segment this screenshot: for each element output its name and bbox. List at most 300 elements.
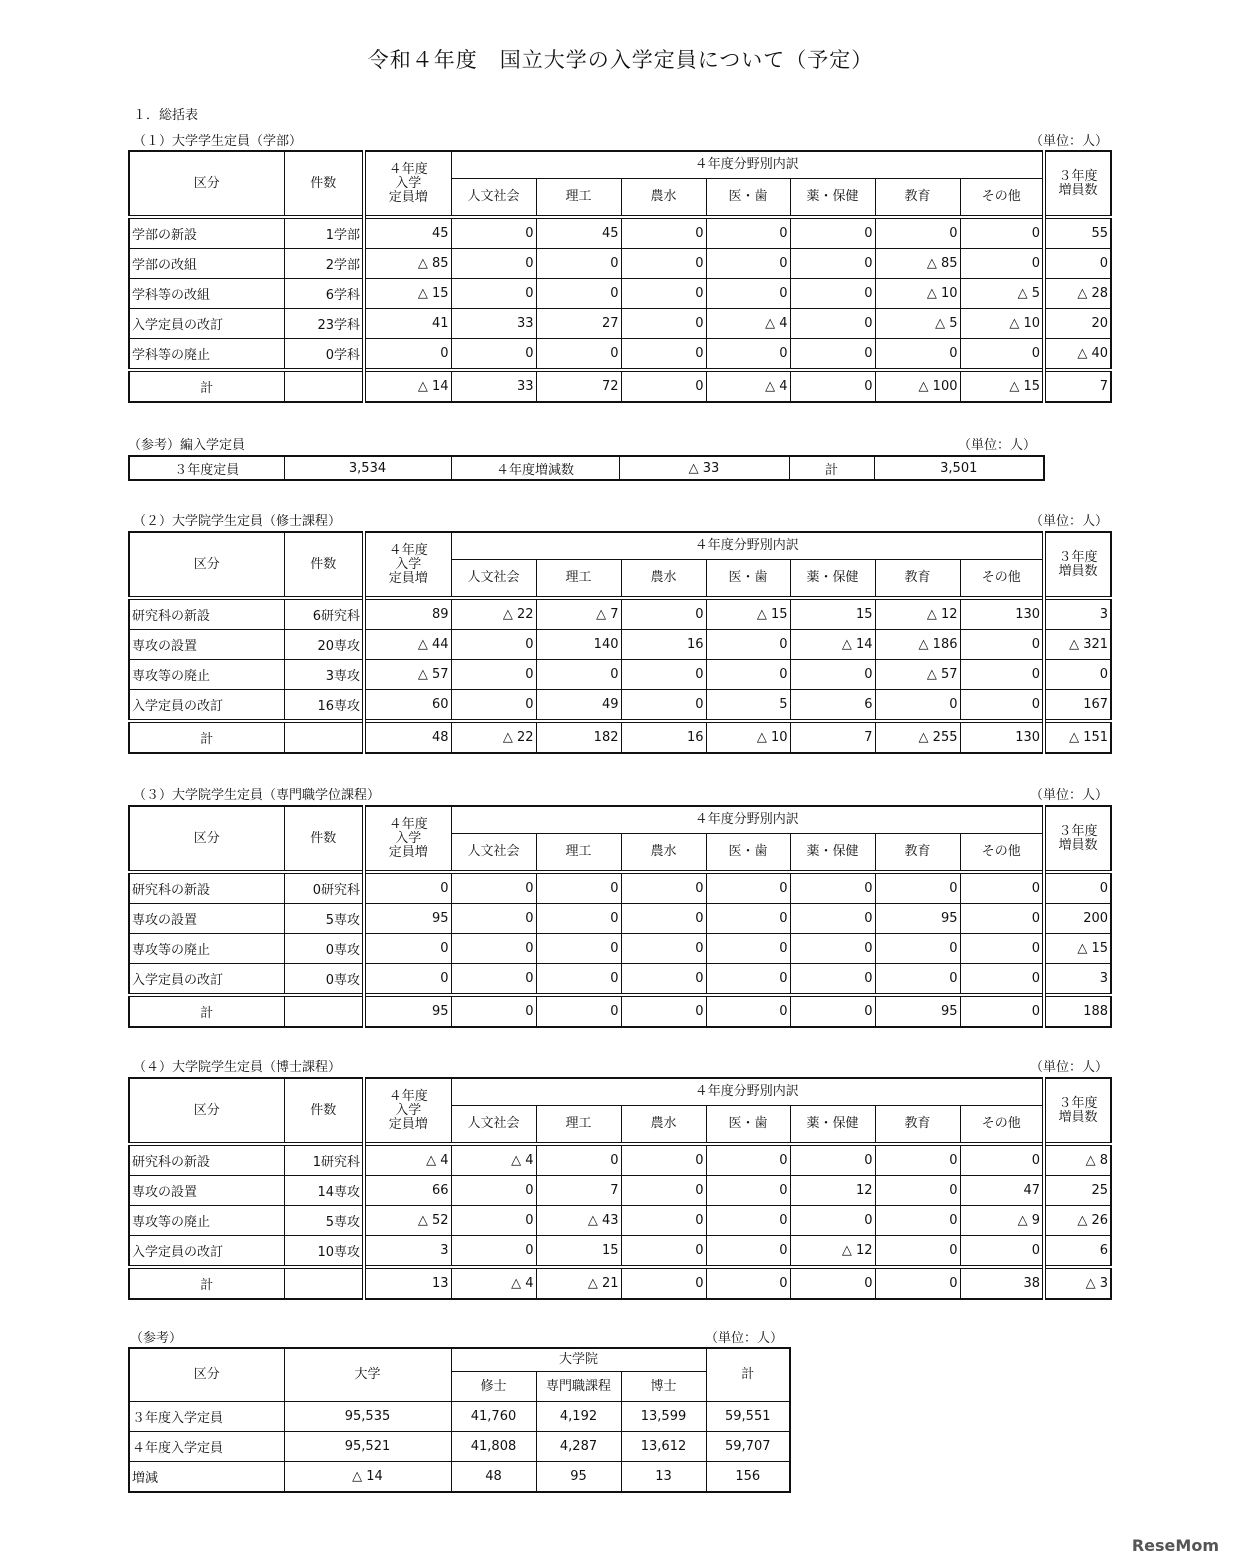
table-row	[129, 660, 1111, 690]
header-field: 農水	[621, 834, 706, 873]
header-field: 薬・保健	[790, 179, 875, 218]
value-cell: 0	[706, 1176, 790, 1206]
header-category: 区分	[129, 532, 284, 598]
header-prev	[1044, 1078, 1111, 1144]
row-count: 23学科	[284, 309, 364, 339]
header-field: 教育	[875, 560, 960, 599]
value-cell: 0	[451, 872, 536, 904]
table-row	[129, 630, 1111, 660]
value-cell: 0	[621, 1236, 706, 1268]
value-cell: △ 10	[706, 721, 790, 753]
value-cell: 0	[536, 339, 621, 371]
value-cell: 0	[875, 1144, 960, 1176]
value-cell: 16	[621, 630, 706, 660]
header-field: 農水	[621, 560, 706, 599]
value-cell: 0	[790, 370, 875, 402]
value-cell: 0	[451, 690, 536, 722]
value-cell: 59,551	[706, 1402, 790, 1432]
value-cell: 0	[364, 872, 451, 904]
value-cell: △ 8	[1044, 1144, 1111, 1176]
row-label: 入学定員の改訂	[129, 964, 284, 996]
value-cell: 3	[1044, 598, 1111, 630]
value-cell: 188	[1044, 995, 1111, 1027]
row-label: 計	[129, 995, 284, 1027]
value-cell: 4,192	[536, 1402, 621, 1432]
header-increase-line: ４年度	[388, 161, 428, 177]
value-cell: 0	[875, 934, 960, 964]
value-cell: 0	[875, 964, 960, 996]
value-cell: 0	[875, 217, 960, 249]
header-count: 件数	[284, 806, 364, 872]
value-cell: 0	[706, 904, 790, 934]
table-row	[129, 1176, 1111, 1206]
value-cell: △ 10	[875, 279, 960, 309]
value-cell: 0	[536, 964, 621, 996]
value-cell: 7	[790, 721, 875, 753]
value-cell: △ 22	[451, 598, 536, 630]
reference-row	[129, 1432, 790, 1462]
header-field: その他	[960, 1106, 1044, 1145]
row-count: 14専攻	[284, 1176, 364, 1206]
value-cell: 0	[790, 339, 875, 371]
resemom-logo: ReseMom	[1131, 1536, 1219, 1555]
value-cell: 0	[451, 904, 536, 934]
row-count: 1学部	[284, 217, 364, 249]
value-cell: 0	[1044, 872, 1111, 904]
header-field: 農水	[621, 179, 706, 218]
value-cell: 0	[621, 964, 706, 996]
value-cell: 0	[621, 370, 706, 402]
ref-header-master: 修士	[451, 1372, 536, 1402]
header-field: 医・歯	[706, 834, 790, 873]
value-cell: △ 14	[364, 370, 451, 402]
value-cell: △ 5	[960, 279, 1044, 309]
table-row	[129, 217, 1111, 249]
value-cell: 45	[536, 217, 621, 249]
value-cell: 0	[706, 279, 790, 309]
value-cell: 156	[706, 1462, 790, 1493]
reference-table	[128, 1347, 791, 1493]
row-label: 入学定員の改訂	[129, 1236, 284, 1268]
row-count: 10専攻	[284, 1236, 364, 1268]
value-cell: △ 15	[364, 279, 451, 309]
row-label: 専攻等の廃止	[129, 1206, 284, 1236]
value-cell: 66	[364, 1176, 451, 1206]
value-cell: 60	[364, 690, 451, 722]
value-cell: 0	[706, 995, 790, 1027]
value-cell: 0	[875, 1176, 960, 1206]
value-cell: 0	[790, 309, 875, 339]
value-cell: 49	[536, 690, 621, 722]
value-cell: 0	[1044, 660, 1111, 690]
header-field: 理工	[536, 1106, 621, 1145]
value-cell: △ 9	[960, 1206, 1044, 1236]
value-cell: 95	[364, 995, 451, 1027]
value-cell: 0	[621, 1144, 706, 1176]
value-cell: △ 52	[364, 1206, 451, 1236]
value-cell: △ 14	[790, 630, 875, 660]
header-increase-line: 入学	[395, 175, 422, 191]
value-cell: △ 4	[364, 1144, 451, 1176]
header-field: 人文社会	[451, 179, 536, 218]
value-cell: 0	[451, 1176, 536, 1206]
value-cell: 0	[790, 1267, 875, 1299]
value-cell: 5	[706, 690, 790, 722]
value-cell: 0	[621, 249, 706, 279]
value-cell: 0	[960, 1144, 1044, 1176]
value-cell: 0	[536, 872, 621, 904]
value-cell: 0	[1044, 249, 1111, 279]
value-cell: 41,808	[451, 1432, 536, 1462]
header-prev-line: ３年度	[1058, 1095, 1098, 1111]
value-cell: △ 28	[1044, 279, 1111, 309]
value-cell: △ 151	[1044, 721, 1111, 753]
header-increase	[364, 806, 451, 872]
value-cell: 48	[364, 721, 451, 753]
value-cell: 0	[960, 217, 1044, 249]
header-field: 理工	[536, 560, 621, 599]
value-cell: 0	[621, 995, 706, 1027]
capacity-table	[128, 805, 1112, 1028]
value-cell: 0	[706, 964, 790, 996]
value-cell: 15	[790, 598, 875, 630]
value-cell: △ 21	[536, 1267, 621, 1299]
value-cell: 95	[875, 995, 960, 1027]
value-cell: 0	[364, 964, 451, 996]
value-cell: 0	[875, 1267, 960, 1299]
header-field: 薬・保健	[790, 560, 875, 599]
transfer-label: ３年度定員	[129, 456, 284, 480]
header-field: 理工	[536, 179, 621, 218]
header-prev-line: 増員数	[1058, 837, 1098, 853]
header-increase-line: 定員増	[388, 1116, 428, 1132]
row-count	[284, 721, 364, 753]
value-cell: 0	[451, 279, 536, 309]
header-prev-line: 増員数	[1058, 1109, 1098, 1125]
table-row	[129, 690, 1111, 722]
value-cell: 15	[536, 1236, 621, 1268]
value-cell: 0	[706, 630, 790, 660]
value-cell: 95	[875, 904, 960, 934]
header-prev-line: ３年度	[1058, 549, 1098, 565]
value-cell: 95	[536, 1462, 621, 1493]
header-breakdown: ４年度分野別内訳	[451, 532, 1044, 560]
table-caption: （２）大学院学生定員（修士課程）	[133, 514, 342, 529]
value-cell: 0	[536, 995, 621, 1027]
header-field: 医・歯	[706, 1106, 790, 1145]
value-cell: 0	[364, 339, 451, 371]
value-cell: 0	[875, 1236, 960, 1268]
header-prev-line: 増員数	[1058, 563, 1098, 579]
row-count	[284, 1267, 364, 1299]
value-cell: 0	[451, 249, 536, 279]
unit-label: （単位：人）	[1030, 1060, 1109, 1075]
header-count: 件数	[284, 151, 364, 217]
value-cell: 0	[790, 872, 875, 904]
row-count: 1研究科	[284, 1144, 364, 1176]
value-cell: 48	[451, 1462, 536, 1493]
total-row	[129, 1267, 1111, 1299]
row-label: 入学定員の改訂	[129, 309, 284, 339]
value-cell: 0	[621, 660, 706, 690]
value-cell: 0	[451, 1236, 536, 1268]
transfer-row	[129, 456, 1044, 480]
value-cell: 95,521	[284, 1432, 451, 1462]
row-label: 専攻の設置	[129, 904, 284, 934]
value-cell: 0	[621, 1267, 706, 1299]
value-cell: △ 7	[536, 598, 621, 630]
row-label: 研究科の新設	[129, 1144, 284, 1176]
value-cell: 0	[875, 1206, 960, 1236]
value-cell: 0	[790, 1144, 875, 1176]
value-cell: 95,535	[284, 1402, 451, 1432]
value-cell: 27	[536, 309, 621, 339]
value-cell: 0	[536, 279, 621, 309]
table-row	[129, 309, 1111, 339]
table-row	[129, 339, 1111, 371]
table-row	[129, 904, 1111, 934]
table-caption: （１）大学学生定員（学部）	[133, 134, 303, 149]
value-cell: △ 5	[875, 309, 960, 339]
value-cell: 0	[790, 904, 875, 934]
value-cell: 0	[706, 339, 790, 371]
value-cell: 0	[960, 690, 1044, 722]
value-cell: 0	[960, 934, 1044, 964]
value-cell: 47	[960, 1176, 1044, 1206]
value-cell: △ 14	[284, 1462, 451, 1493]
value-cell: △ 85	[364, 249, 451, 279]
header-field: 人文社会	[451, 1106, 536, 1145]
value-cell: 13,599	[621, 1402, 706, 1432]
header-category: 区分	[129, 806, 284, 872]
value-cell: 0	[451, 217, 536, 249]
header-increase-line: 定員増	[388, 570, 428, 586]
value-cell: 6	[1044, 1236, 1111, 1268]
unit-label: （単位：人）	[1030, 514, 1109, 529]
row-label: 入学定員の改訂	[129, 690, 284, 722]
value-cell: 0	[960, 995, 1044, 1027]
value-cell: 13	[621, 1462, 706, 1493]
table-row	[129, 1144, 1111, 1176]
row-label: 学部の改組	[129, 249, 284, 279]
value-cell: △ 57	[364, 660, 451, 690]
value-cell: 0	[621, 279, 706, 309]
value-cell: 20	[1044, 309, 1111, 339]
value-cell: 0	[621, 904, 706, 934]
header-increase-line: ４年度	[388, 816, 428, 832]
value-cell: 0	[960, 872, 1044, 904]
row-label: ４年度入学定員	[129, 1432, 284, 1462]
value-cell: 33	[451, 370, 536, 402]
row-count: 6研究科	[284, 598, 364, 630]
value-cell: △ 4	[706, 370, 790, 402]
value-cell: 12	[790, 1176, 875, 1206]
value-cell: 0	[536, 249, 621, 279]
value-cell: 55	[1044, 217, 1111, 249]
table-row	[129, 872, 1111, 904]
value-cell: 0	[451, 630, 536, 660]
row-label: 研究科の新設	[129, 872, 284, 904]
value-cell: 0	[960, 249, 1044, 279]
header-breakdown: ４年度分野別内訳	[451, 1078, 1044, 1106]
value-cell: 0	[706, 249, 790, 279]
row-count: 5専攻	[284, 904, 364, 934]
value-cell: 0	[621, 1206, 706, 1236]
value-cell: 13	[364, 1267, 451, 1299]
table-row	[129, 598, 1111, 630]
value-cell: △ 15	[1044, 934, 1111, 964]
header-prev-line: 増員数	[1058, 182, 1098, 198]
value-cell: 0	[790, 660, 875, 690]
row-label: 計	[129, 370, 284, 402]
header-prev-line: ３年度	[1058, 823, 1098, 839]
row-count	[284, 370, 364, 402]
value-cell: △ 44	[364, 630, 451, 660]
transfer-value: 3,534	[284, 456, 451, 480]
header-increase-line: ４年度	[388, 542, 428, 558]
value-cell: △ 57	[875, 660, 960, 690]
row-label: 学科等の廃止	[129, 339, 284, 371]
header-count: 件数	[284, 532, 364, 598]
value-cell: 3	[1044, 964, 1111, 996]
header-field: 薬・保健	[790, 1106, 875, 1145]
reference-unit: （単位：人）	[705, 1331, 784, 1346]
value-cell: 167	[1044, 690, 1111, 722]
header-field: 医・歯	[706, 560, 790, 599]
value-cell: 0	[621, 309, 706, 339]
value-cell: 0	[621, 872, 706, 904]
header-count: 件数	[284, 1078, 364, 1144]
value-cell: △ 321	[1044, 630, 1111, 660]
row-count: 0専攻	[284, 964, 364, 996]
table-caption: （３）大学院学生定員（専門職学位課程）	[133, 788, 381, 803]
table-row	[129, 249, 1111, 279]
value-cell: △ 4	[706, 309, 790, 339]
table-row	[129, 1236, 1111, 1268]
row-label: 専攻の設置	[129, 1176, 284, 1206]
header-prev-line: ３年度	[1058, 168, 1098, 184]
value-cell: 25	[1044, 1176, 1111, 1206]
header-increase-line: 入学	[395, 830, 422, 846]
capacity-table	[128, 150, 1112, 403]
value-cell: 3	[364, 1236, 451, 1268]
header-breakdown: ４年度分野別内訳	[451, 806, 1044, 834]
transfer-unit: （単位：人）	[958, 438, 1037, 453]
value-cell: 0	[706, 1236, 790, 1268]
value-cell: 0	[536, 660, 621, 690]
transfer-label: 計	[789, 456, 874, 480]
header-field: 人文社会	[451, 560, 536, 599]
value-cell: 0	[960, 964, 1044, 996]
row-label: 計	[129, 721, 284, 753]
row-label: ３年度入学定員	[129, 1402, 284, 1432]
value-cell: 0	[790, 995, 875, 1027]
value-cell: 0	[960, 630, 1044, 660]
row-label: 計	[129, 1267, 284, 1299]
value-cell: 0	[621, 690, 706, 722]
unit-label: （単位：人）	[1030, 134, 1109, 149]
value-cell: 0	[451, 995, 536, 1027]
value-cell: 0	[706, 872, 790, 904]
value-cell: 0	[706, 217, 790, 249]
value-cell: 130	[960, 721, 1044, 753]
value-cell: 0	[706, 1206, 790, 1236]
value-cell: 7	[1044, 370, 1111, 402]
transfer-caption: （参考）編入学定員	[128, 438, 246, 453]
value-cell: 0	[960, 660, 1044, 690]
value-cell: 0	[706, 660, 790, 690]
header-prev	[1044, 151, 1111, 217]
value-cell: 0	[621, 1176, 706, 1206]
value-cell: 45	[364, 217, 451, 249]
header-field: 医・歯	[706, 179, 790, 218]
header-increase-line: 入学	[395, 1102, 422, 1118]
transfer-label: ４年度増減数	[451, 456, 619, 480]
capacity-table	[128, 1077, 1112, 1300]
header-field: 理工	[536, 834, 621, 873]
value-cell: 0	[621, 934, 706, 964]
value-cell: 4,287	[536, 1432, 621, 1462]
total-row	[129, 995, 1111, 1027]
value-cell: 0	[790, 934, 875, 964]
row-count: 2学部	[284, 249, 364, 279]
value-cell: 89	[364, 598, 451, 630]
value-cell: △ 12	[875, 598, 960, 630]
row-count: 20専攻	[284, 630, 364, 660]
header-breakdown: ４年度分野別内訳	[451, 151, 1044, 179]
value-cell: △ 26	[1044, 1206, 1111, 1236]
reference-row	[129, 1402, 790, 1432]
header-field: 教育	[875, 834, 960, 873]
total-row	[129, 721, 1111, 753]
header-increase-line: ４年度	[388, 1088, 428, 1104]
section-label: １．総括表	[133, 108, 199, 123]
reference-caption: （参考）	[130, 1331, 183, 1346]
value-cell: 0	[706, 1267, 790, 1299]
total-row	[129, 370, 1111, 402]
transfer-value: △ 33	[619, 456, 789, 480]
ref-header-category: 区分	[129, 1348, 284, 1402]
value-cell: 0	[875, 872, 960, 904]
value-cell: 0	[790, 1206, 875, 1236]
header-category: 区分	[129, 1078, 284, 1144]
header-increase	[364, 532, 451, 598]
value-cell: 0	[706, 1144, 790, 1176]
header-prev	[1044, 806, 1111, 872]
row-count: 5専攻	[284, 1206, 364, 1236]
value-cell: △ 255	[875, 721, 960, 753]
value-cell: 0	[621, 217, 706, 249]
value-cell: 6	[790, 690, 875, 722]
value-cell: 38	[960, 1267, 1044, 1299]
value-cell: △ 12	[790, 1236, 875, 1268]
value-cell: 0	[451, 964, 536, 996]
header-field: その他	[960, 834, 1044, 873]
row-label: 学科等の改組	[129, 279, 284, 309]
header-increase-line: 定員増	[388, 844, 428, 860]
value-cell: 95	[364, 904, 451, 934]
table-row	[129, 1206, 1111, 1236]
value-cell: 0	[621, 339, 706, 371]
value-cell: 41,760	[451, 1402, 536, 1432]
value-cell: △ 43	[536, 1206, 621, 1236]
value-cell: 0	[960, 1236, 1044, 1268]
row-count: 3専攻	[284, 660, 364, 690]
value-cell: △ 15	[960, 370, 1044, 402]
ref-header-doctor: 博士	[621, 1372, 706, 1402]
value-cell: 0	[706, 934, 790, 964]
header-field: その他	[960, 560, 1044, 599]
